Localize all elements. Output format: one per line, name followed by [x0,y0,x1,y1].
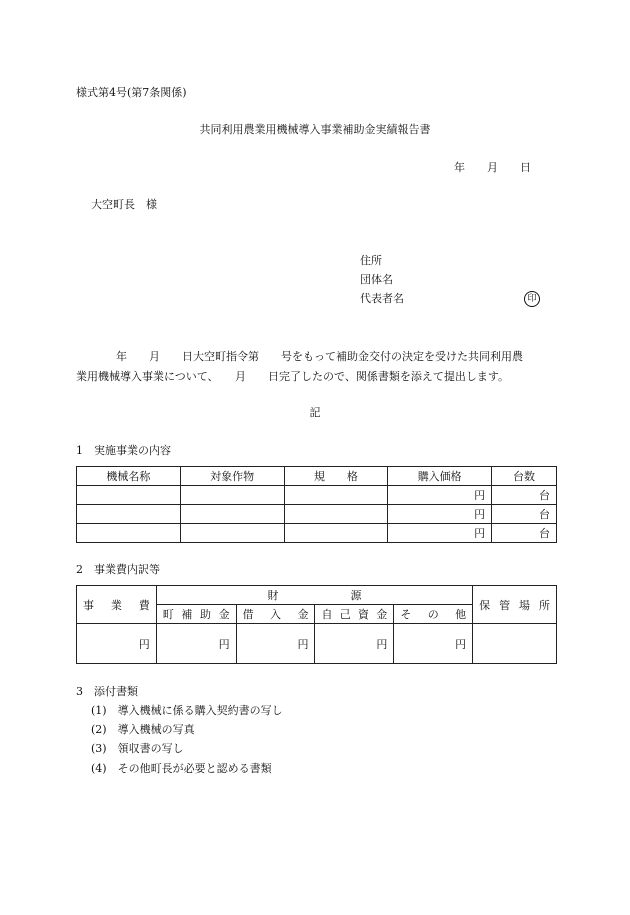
date-line: 年 月 日 [454,161,531,174]
header-other: そ の 他 [394,605,473,624]
form-number: 様式第4号(第7条関係) [76,86,187,99]
header-town-subsidy: 町 補 助 金 [156,605,236,624]
section1-heading: 1 実施事業の内容 [76,444,171,457]
attachment-item: (3) 領収書の写し [91,742,184,755]
header-funding-source: 財 源 [156,586,472,605]
attachment-item: (2) 導入機械の写真 [91,723,195,736]
cell-town-subsidy[interactable]: 円 [156,624,236,664]
cell-target-crop[interactable] [180,486,284,505]
cell-specification[interactable] [284,486,388,505]
cell-machine-name[interactable] [77,486,181,505]
addressee: 大空町長 様 [91,198,157,211]
cost-breakdown-table [76,585,557,664]
section3-heading: 3 添付書類 [76,685,138,698]
ki-label: 記 [309,406,321,419]
cell-specification[interactable] [284,505,388,524]
cell-target-crop[interactable] [180,524,284,543]
attachment-item: (4) その他町長が必要と認める書類 [91,762,272,775]
cell-storage-location[interactable] [473,624,557,664]
cell-quantity[interactable]: 台 [492,505,557,524]
section2-heading: 2 事業費内訳等 [76,563,160,576]
table-row [77,624,557,664]
cell-price[interactable]: 円 [388,486,492,505]
header-target-crop: 対象作物 [180,467,284,486]
cell-machine-name[interactable] [77,505,181,524]
cell-specification[interactable] [284,524,388,543]
header-specification: 規 格 [284,467,388,486]
table-row [77,524,557,543]
seal-mark: 印 [524,291,540,307]
body-line-2: 業用機械導入事業について、 月 日完了したので、関係書類を添えて提出します。 [76,370,509,383]
address-label: 住所 [360,254,382,267]
document-title: 共同利用農業用機械導入事業補助金実績報告書 [199,123,431,136]
table-row [77,486,557,505]
representative-label: 代表者名 [360,292,404,305]
header-own-funds: 自 己 資 金 [315,605,394,624]
header-machine-name: 機械名称 [77,467,181,486]
cell-price[interactable]: 円 [388,505,492,524]
cell-own-funds[interactable]: 円 [315,624,394,664]
table-header-row [77,467,557,486]
table-header-row [77,586,557,605]
cell-target-crop[interactable] [180,505,284,524]
cell-quantity[interactable]: 台 [492,524,557,543]
cell-borrowing[interactable]: 円 [236,624,315,664]
organization-label: 団体名 [360,273,393,286]
cell-quantity[interactable]: 台 [492,486,557,505]
header-storage-location: 保 管 場 所 [473,586,557,624]
equipment-table [76,466,557,543]
cell-project-cost[interactable]: 円 [77,624,157,664]
header-borrowing: 借 入 金 [236,605,315,624]
cell-machine-name[interactable] [77,524,181,543]
table-row [77,505,557,524]
header-purchase-price: 購入価格 [388,467,492,486]
header-project-cost: 事 業 費 [77,586,157,624]
cell-other[interactable]: 円 [394,624,473,664]
cell-price[interactable]: 円 [388,524,492,543]
attachment-item: (1) 導入機械に係る購入契約書の写し [91,704,283,717]
header-quantity: 台数 [492,467,557,486]
body-line-1: 年 月 日大空町指令第 号をもって補助金交付の決定を受けた共同利用農 [116,350,523,363]
